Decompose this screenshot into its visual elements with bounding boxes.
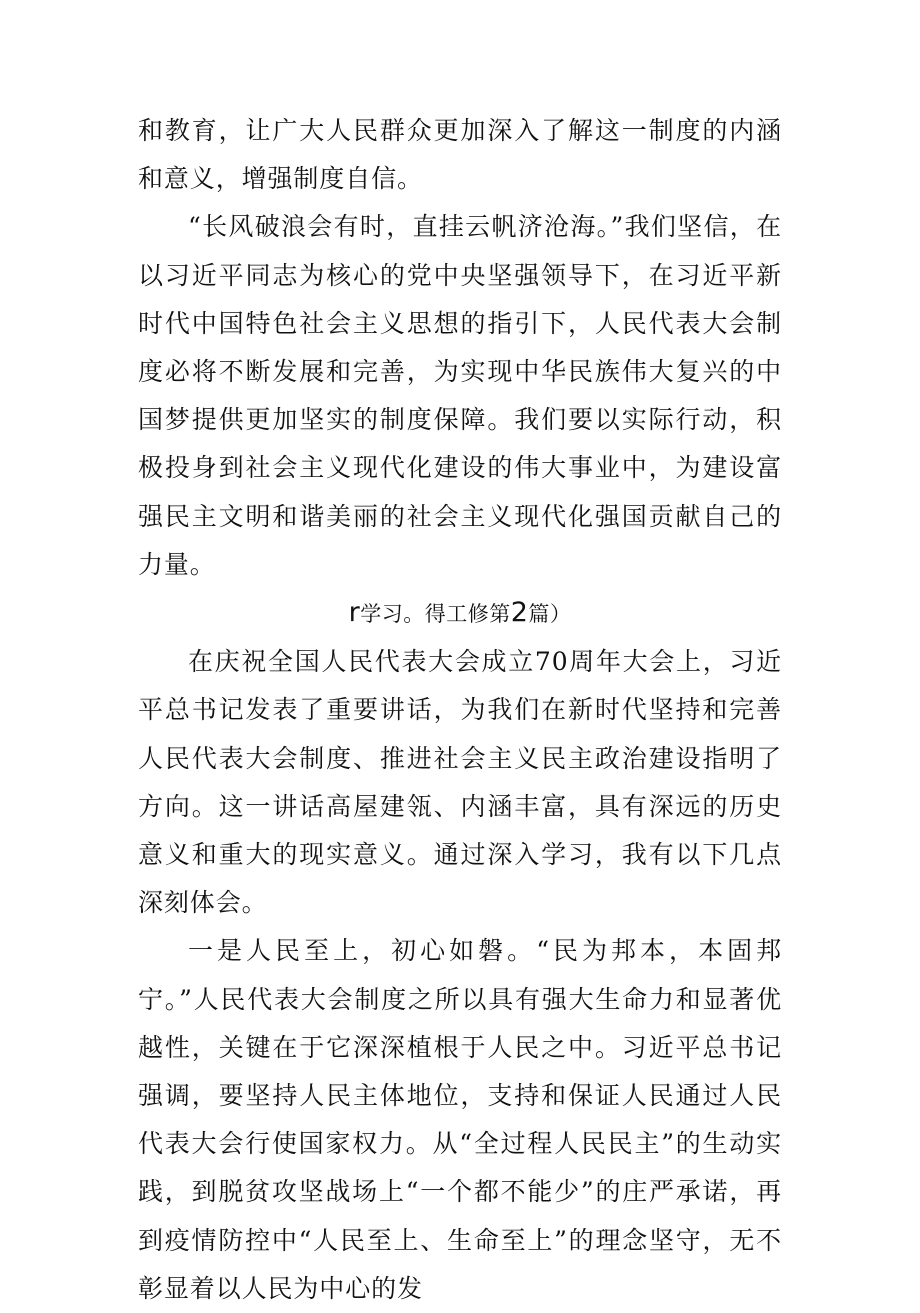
document-page <box>138 107 782 1313</box>
section-heading <box>138 589 782 638</box>
paragraph-continuation: 和教育，让广大人民群众更加深入了解这一制度的内涵和意义，增强制度自信。 <box>138 116 782 194</box>
heading-prefix: r <box>348 597 361 629</box>
paragraph-conclusion: “长风破浪会有时，直挂云帆济沧海。”我们坚信，在以习近平同志为核心的党中央坚强领导下，在习近平新时代中国特色社会主义思想的指引下，人民代表大会制度必将不断发展和完善，为实现中华民族伟大复兴的中国梦提供更加坚实的制度保障。我们要以实际行动，积极投身到社会主义现代化建设的伟大事业中，为建设富强民主文明和谐美丽的社会主义现代化强国贡献自己的力量。 <box>138 212 782 579</box>
heading-middle: 学习。得工修第 <box>360 602 511 627</box>
paragraph-point-one: 一是人民至上，初心如磐。“民为邦本，本固邦宁。”人民代表大会制度之所以具有强大生命力和显著优越性，关键在于它深深植根于人民之中。习近平总书记强调，要坚持人民主体地位，支持和保证人民通过人民代表大会行使国家权力。从“全过程人民民主”的生动实践，到脱贫攻坚战场上“一个都不能少”的庄严承诺，再到疫情防控中“人民至上、生命至上”的理念坚守，无不彰显着以人民为中心的发 <box>138 936 782 1303</box>
heading-number: 2 <box>510 597 529 629</box>
heading-suffix: 篇） <box>528 602 572 627</box>
paragraph-intro: 在庆祝全国人民代表大会成立70周年大会上，习近平总书记发表了重要讲话，为我们在新时代坚持和完善人民代表大会制度、推进社会主义民主政治建设指明了方向。这一讲话高屋建瓴、内涵丰富，具有深远的历史意义和重大的现实意义。通过深入学习，我有以下几点深刻体会。 <box>138 647 782 918</box>
